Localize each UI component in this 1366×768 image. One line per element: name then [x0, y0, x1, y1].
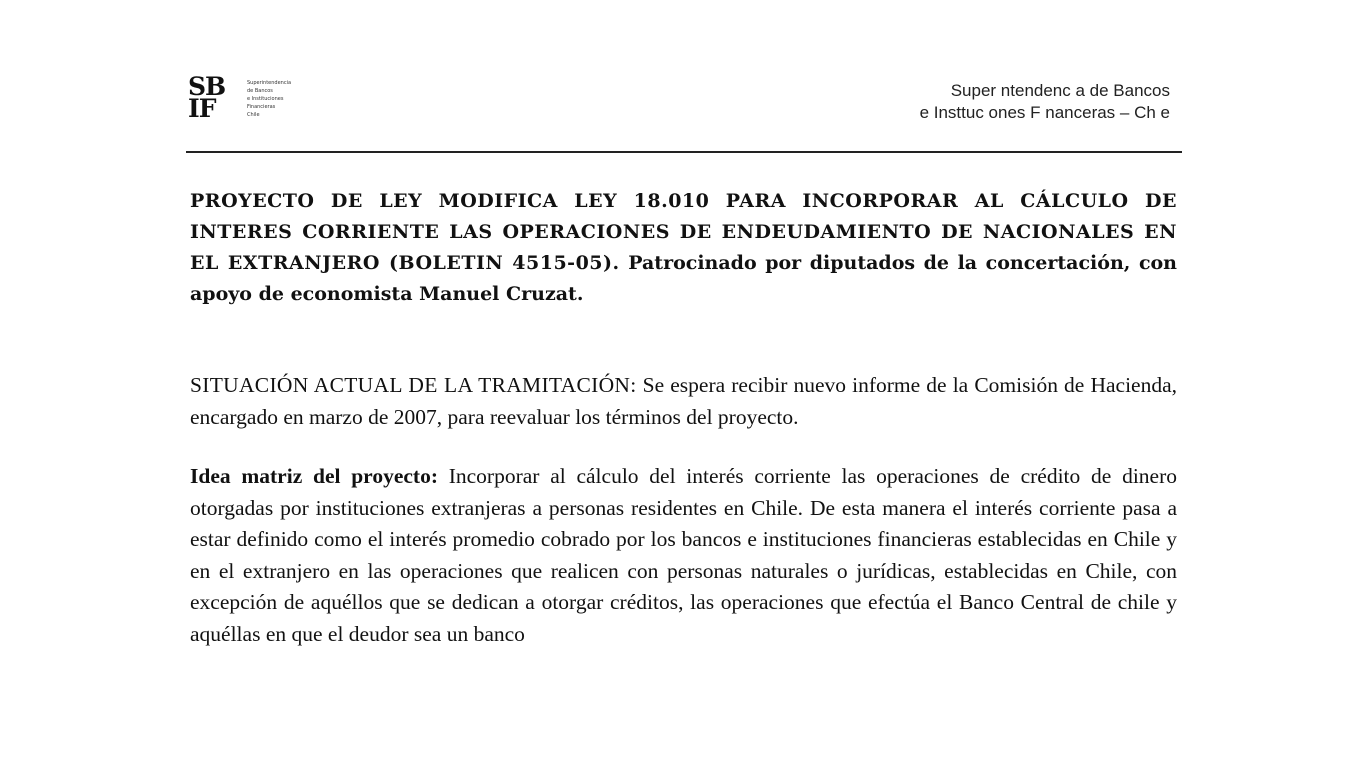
idea-text: Incorporar al cálculo del interés corriente las operaciones de crédito de dinero otorgadas por instituciones extranjeras a personas residentes en Chile. De esta manera el interés corriente pasa a estar definido como el interés promedio cobrado por los bancos e instituciones financieras establecidas en Chile y en el extranjero en las operaciones que realicen con personas naturales o jurídicas, establecidas en Chile, con excepción de aquéllos que se dedican a otorgar créditos, las operaciones que efectúa el Banco Central de chile y aquéllas en que el deudor sea un banco: [190, 464, 1177, 646]
organization-name-line2: e Insttuc ones F nanceras – Ch e: [919, 103, 1170, 122]
title-subtitle: Patrocinado por diputados de la concertación, con apoyo de economista Manuel Cruzat.: [190, 252, 1177, 305]
status-text: Se espera recibir nuevo informe de la Comisión de Hacienda, encargado en marzo de 2007, para reevaluar los términos del proyecto.: [190, 373, 1178, 429]
logo-subtext-line: Chile: [247, 112, 260, 118]
document-title: [190, 186, 1177, 310]
logo-letters-top: SB: [188, 72, 226, 101]
logo-subtext-line: Superintendencia: [247, 80, 292, 86]
status-paragraph: [190, 370, 1177, 433]
logo-subtext-line: Financieras: [247, 104, 276, 110]
title-caps: PROYECTO DE LEY MODIFICA LEY 18.010 PARA INCORPORAR AL CÁLCULO DE INTERES CORRIENTE LAS OPERACIONES DE ENDEUDAMIENTO DE NACIONALES EN EL EXTRANJERO (BOLETIN 4515-05).: [190, 190, 1177, 274]
sbif-logo: [188, 72, 308, 136]
logo-subtext: [247, 79, 291, 119]
organization-name-line1: Super ntendenc a de Bancos: [950, 81, 1170, 100]
idea-paragraph: [190, 461, 1177, 650]
logo-subtext-line: e Instituciones: [247, 96, 284, 102]
page-header: [186, 72, 1182, 150]
organization-name: [920, 80, 1170, 124]
idea-label: Idea matriz del proyecto:: [190, 464, 438, 488]
logo-letters: [188, 72, 226, 123]
document-body: [190, 186, 1177, 650]
header-divider: [186, 151, 1182, 153]
logo-subtext-line: de Bancos: [247, 88, 273, 94]
status-label: SITUACIÓN ACTUAL DE LA TRAMITACIÓN:: [190, 373, 637, 397]
logo-letters-bottom: IF: [188, 94, 216, 123]
